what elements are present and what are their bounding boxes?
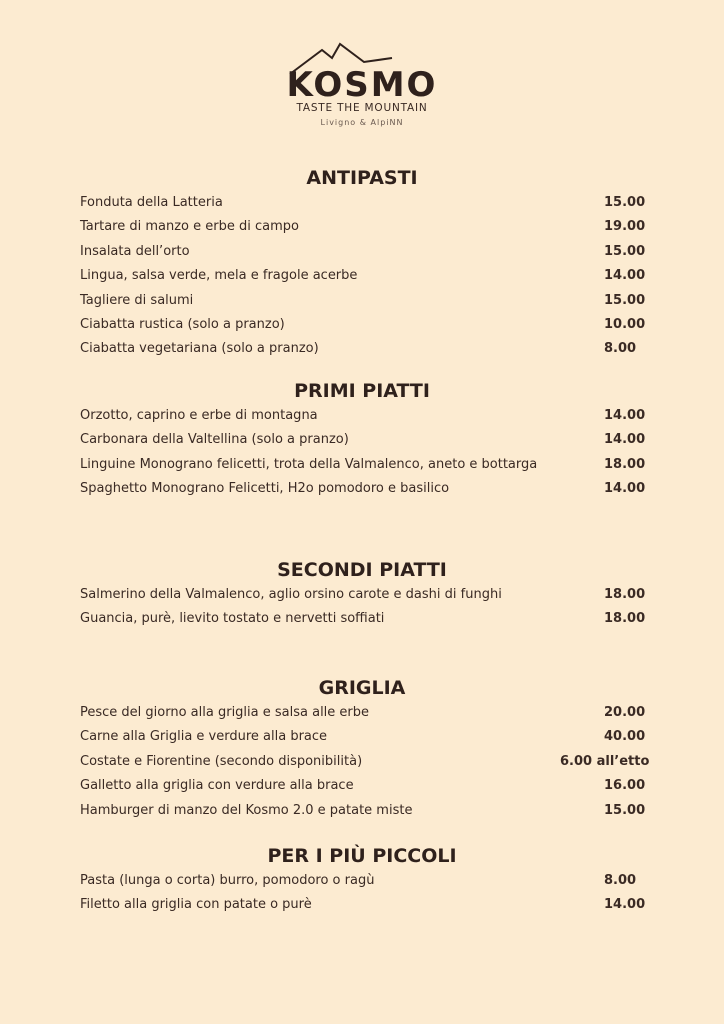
item-name: Insalata dell’orto [80,243,190,259]
section-primi-piatti [0,378,724,502]
section-title: PER I PIÙ PICCOLI [267,845,457,867]
section-title: PRIMI PIATTI [294,380,430,402]
item-name: Spaghetto Monograno Felicetti, H2o pomodoro e basilico [80,481,450,497]
menu-item [0,215,724,239]
item-price: 15.00 [604,292,646,308]
item-price: 10.00 [604,316,646,332]
item-name: Orzotto, caprino e erbe di montagna [80,408,318,423]
menu-item [0,799,724,823]
section-per-i-piu-piccoli [0,843,724,918]
menu-item [0,264,724,288]
menu-item [0,337,724,361]
item-price: 8.00 [604,873,637,888]
item-price: 15.00 [604,243,646,259]
item-price: 6.00 all’etto [560,753,650,769]
section-griglia [0,675,724,823]
section-title: SECONDI PIATTI [277,559,447,581]
menu-item [0,774,724,798]
item-name: Carne alla Griglia e verdure alla brace [80,729,328,745]
item-price: 20.00 [604,705,646,720]
item-name: Ciabatta rustica (solo a pranzo) [80,316,285,332]
item-name: Salmerino della Valmalenco, aglio orsino carote e dashi di funghi [80,587,502,602]
section-title: GRIGLIA [318,677,406,699]
item-name: Hamburger di manzo del Kosmo 2.0 e patate miste [80,802,413,818]
item-name: Fonduta della Latteria [80,195,223,210]
item-name: Costate e Fiorentine (secondo disponibilità) [80,753,363,769]
item-name: Tartare di manzo e erbe di campo [80,219,299,235]
item-price: 18.00 [604,611,646,627]
item-price: 8.00 [604,341,637,357]
menu-item [0,869,724,893]
section-antipasti [0,165,724,362]
item-name: Carbonara della Valtellina (solo a pranzo) [80,432,349,448]
item-price: 14.00 [604,268,646,284]
item-price: 14.00 [604,432,646,448]
menu-item [0,750,724,774]
item-name: Guancia, purè, lievito tostato e nervetti soffiati [80,611,385,627]
item-name: Pasta (lunga o corta) burro, pomodoro o ragù [80,873,375,888]
item-name: Filetto alla griglia con patate o purè [80,897,312,913]
kosmo-logo [282,40,442,100]
brand-subtitle: Livigno & AlpiNN [320,118,404,127]
item-price: 14.00 [604,897,646,913]
menu-item [0,701,724,725]
menu-item [0,313,724,337]
menu-item [0,240,724,264]
section-secondi-piatti [0,557,724,632]
item-price: 15.00 [604,802,646,818]
item-name: Pesce del giorno alla griglia e salsa alle erbe [80,705,370,720]
menu-item [0,583,724,607]
item-price: 16.00 [604,778,646,794]
item-price: 14.00 [604,408,646,423]
menu-item [0,428,724,452]
menu-item [0,404,724,428]
item-name: Tagliere di salumi [80,292,194,308]
item-name: Galletto alla griglia con verdure alla brace [80,778,354,794]
menu-item [0,725,724,749]
item-price: 40.00 [604,729,646,745]
menu-item [0,477,724,501]
item-price: 15.00 [604,195,646,210]
menu-item [0,607,724,631]
menu-item [0,191,724,215]
item-price: 18.00 [604,456,646,472]
item-name: Lingua, salsa verde, mela e fragole acerbe [80,268,358,284]
brand-tagline: TASTE THE MOUNTAIN [296,102,428,114]
menu-item [0,453,724,477]
brand-name: KOSMO [286,65,438,100]
item-price: 19.00 [604,219,646,235]
menu-item [0,893,724,917]
item-price: 18.00 [604,587,646,602]
item-name: Ciabatta vegetariana (solo a pranzo) [80,341,319,357]
logo [0,40,724,127]
item-name: Linguine Monograno felicetti, trota della Valmalenco, aneto e bottarga [80,456,538,472]
menu-item [0,289,724,313]
section-title: ANTIPASTI [306,167,418,189]
item-price: 14.00 [604,481,646,497]
